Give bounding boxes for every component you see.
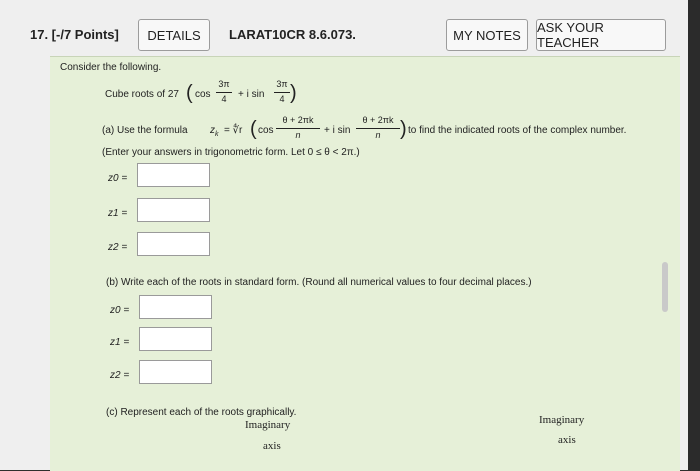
plus-i-sin-label: + i sin <box>238 89 265 100</box>
question-number: 17. [-/7 Points] <box>30 27 119 42</box>
formula-denominator: n <box>375 130 381 140</box>
intro-text: Consider the following. <box>60 62 162 73</box>
z2-label: z2 = <box>108 242 128 253</box>
formula-numerator: θ + 2πk <box>282 115 314 125</box>
plus-i-sin-label: + i sin <box>324 125 351 136</box>
part-a-note: (Enter your answers in trigonometric form. Let 0 ≤ θ < 2π.) <box>102 147 360 158</box>
close-paren: ) <box>290 82 297 104</box>
problem-code: LARAT10CR 8.6.073. <box>229 27 356 42</box>
open-paren: ( <box>186 82 193 104</box>
zk-letter: z <box>210 125 215 136</box>
z0-label: z0 = <box>110 305 130 316</box>
fraction-bar <box>276 128 320 129</box>
z2-label: z2 = <box>110 370 130 381</box>
zk-subscript: k <box>215 131 219 138</box>
zk-symbol <box>210 125 219 138</box>
part-a-suffix: to find the indicated roots of the complex number. <box>408 125 627 136</box>
graph2-imaginary-label: Imaginary <box>539 414 585 426</box>
graph1-axis-label: axis <box>263 440 281 452</box>
z2-standard-input[interactable] <box>139 360 212 384</box>
my-notes-button[interactable]: MY NOTES <box>446 19 528 51</box>
fraction-bar <box>216 92 232 93</box>
problem-panel <box>50 56 680 471</box>
z0-standard-input[interactable] <box>139 295 212 319</box>
z1-standard-input[interactable] <box>139 327 212 351</box>
z1-label: z1 = <box>108 208 128 219</box>
z2-trig-input[interactable] <box>137 232 210 256</box>
cos-label: cos <box>258 125 274 136</box>
fraction-bar <box>274 92 290 93</box>
formula-denominator: n <box>295 130 301 140</box>
z0-label: z0 = <box>108 173 128 184</box>
part-c-instructions: (c) Represent each of the roots graphically. <box>106 407 297 418</box>
fraction-bar <box>356 128 400 129</box>
open-paren: ( <box>250 118 257 140</box>
z1-label: z1 = <box>110 337 130 348</box>
cos-label: cos <box>195 89 211 100</box>
formula-numerator: θ + 2πk <box>362 115 394 125</box>
graph1-imaginary-label: Imaginary <box>245 419 291 431</box>
frac-denominator: 4 <box>279 94 285 104</box>
frac-numerator: 3π <box>218 79 230 89</box>
ask-teacher-button[interactable]: ASK YOUR TEACHER <box>536 19 666 51</box>
frac-denominator: 4 <box>221 94 227 104</box>
z0-trig-input[interactable] <box>137 163 210 187</box>
z1-trig-input[interactable] <box>137 198 210 222</box>
close-paren: ) <box>400 118 407 140</box>
scrollbar-thumb[interactable] <box>662 262 668 312</box>
nth-root-r: = ∜r <box>224 125 243 136</box>
part-a-label: (a) Use the formula <box>102 125 188 136</box>
part-b-instructions: (b) Write each of the roots in standard form. (Round all numerical values to four decimal places.) <box>106 277 532 288</box>
frac-numerator: 3π <box>276 79 288 89</box>
window-edge <box>688 0 700 470</box>
details-button[interactable]: DETAILS <box>138 19 210 51</box>
graph2-axis-label: axis <box>558 434 576 446</box>
cube-roots-label: Cube roots of 27 <box>105 89 179 100</box>
